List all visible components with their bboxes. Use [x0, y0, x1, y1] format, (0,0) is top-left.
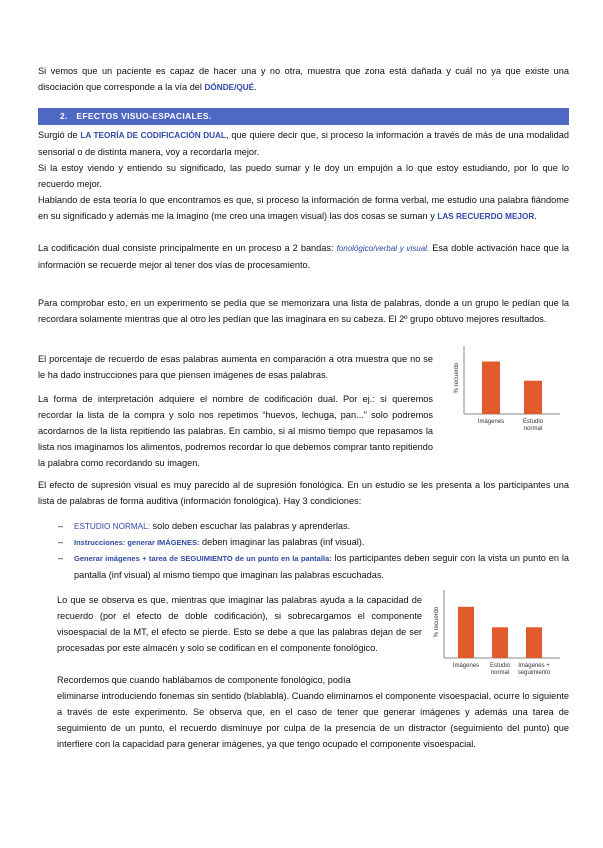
dual-a: Surgió de [38, 130, 81, 140]
condition-label: ESTUDIO NORMAL: [74, 522, 150, 531]
chart-three-conditions [430, 588, 568, 684]
condition-images [38, 534, 569, 551]
tick-label: normal [523, 426, 543, 432]
tick-label: Imágenes [477, 419, 505, 425]
tick-label: Estudio [489, 663, 511, 669]
tick-label: seguimiento [517, 670, 551, 676]
dondeque-highlight: DÓNDE/QUÉ [204, 83, 255, 92]
intro-end: . [254, 82, 257, 92]
dual-process-paragraph [38, 240, 569, 273]
phonological-paragraph: eliminarse introduciendo fonemas sin sentido (blablablá). Cuando eliminamos el componente visoespacial, ocurre lo siguiente a través de este experimento. Se observa que, en el caso de tener que generar imágenes y además una tarea de seguimiento de un punto, el recuerdo disminuye por culpa de la presencia de un distractor (seguimiento del punto) que interfiere con la capacidad para generar imágenes, ya que tengo ocupado el componente visoespacial. [57, 691, 569, 749]
bar-2 [526, 627, 542, 658]
tick-label: normal [490, 670, 510, 676]
y-axis-label: % recuerdo [434, 606, 440, 638]
bar-1 [524, 381, 542, 414]
condition-text: los participantes deben seguir con la vista un punto en la pantalla (inf visual) al mismo tiempo que imaginan las palabras escuchadas. [74, 553, 569, 580]
phonological-paragraph-start: Recordemos que cuando hablábamos de componente fonológico, podía [57, 675, 351, 685]
dual-c: Si la estoy viendo y entiendo su significado, las puedo sumar y le doy un empujón a lo que estoy estudiando, por lo que lo recuerdo mejor. [38, 163, 569, 189]
condition-normal [38, 518, 569, 535]
bar-1 [492, 627, 508, 658]
dash-marker: – [58, 537, 64, 547]
visual-suppression-paragraph: El efecto de supresión visual es muy parecido al de supresión fonológica. En un estudio se les presenta a los participantes una lista de palabras de forma auditiva (información fonológica). Hay 3 condiciones: [38, 480, 569, 506]
condition-label: Generar imágenes + tarea de SEGUIMIENTO de un punto en la pantalla: [74, 554, 332, 563]
dual-d: Hablando de esta teoría lo que encontramos es que, si proceso la información de forma verbal, me estudio una palabra fiándome en su significado y además me la imagino (me creo una imagen visual) las dos cosas se suman y [38, 195, 569, 221]
observation-paragraph: Lo que se observa es que, mientras que imaginar las palabras ayuda a la capacidad de recuerdo (por el efecto de doble codificación), si sobrecargamos el componente visoespacial de la MT, el efecto se pierde. Esto se debe a que las palabras dejan de ser procesadas por este almacén y solo se codifican en el componente fonológico. [57, 595, 422, 653]
section-title: EFECTOS VISUO-ESPACIALES. [76, 111, 212, 121]
section-number: 2. [60, 111, 68, 121]
interpretation-paragraph: La forma de interpretación adquiere el nombre de codificación dual. Por ej.: si queremos recordar la lista de la compra y solo nos repetimos “huevos, lechuga, pan...” solo podremos acordarnos de la lista repitiendo las palabras. En cambio, si al mismo tiempo que repasamos la lista nos imaginamos los alimentos, podremos recordar lo que debemos comprar tanto repitiendo la palabra como recordando su imagen. [38, 394, 433, 468]
remember-better-highlight: LAS RECUERDO MEJOR [437, 212, 535, 221]
y-axis-label: % recuerdo [454, 362, 460, 394]
dual-coding-theory-highlight: LA TEORÍA DE CODIFICACIÓN DUAL [80, 131, 226, 140]
process-a: La codificación dual consiste principalmente en un proceso a 2 bandas: [38, 243, 337, 253]
bar-0 [458, 607, 474, 658]
dual-b: , que quiere decir que, si proceso la información a través de más de una modalidad sensorial o de distinta manera, voy a recordarla mejor. [38, 130, 569, 157]
condition-text: solo deben escuchar las palabras y aprenderlas. [149, 521, 351, 531]
dash-marker: – [58, 521, 64, 531]
section-banner [38, 108, 569, 125]
recall-paragraph: El porcentaje de recuerdo de esas palabras aumenta en comparación a otra muestra que no se le ha dado instrucciones para que piensen imágenes de esas palabras. [38, 354, 433, 380]
tick-label: Imágenes + [518, 663, 550, 669]
condition-tracking [38, 550, 569, 583]
dual-coding-paragraph [38, 127, 569, 225]
condition-text: deben imaginar las palabras (inf visual). [199, 537, 365, 547]
chart-imagenes-vs-normal [448, 340, 568, 435]
dual-e: . [534, 211, 537, 221]
condition-label: Instrucciones: generar IMÁGENES: [74, 538, 200, 547]
tick-label: Estudio [522, 419, 544, 425]
bar-0 [482, 362, 500, 414]
dash-marker: – [58, 553, 64, 563]
tick-label: Imágenes [452, 663, 480, 669]
verbal-visual-highlight: fonológico/verbal y visual. [336, 244, 430, 253]
intro-text: Si vemos que un paciente es capaz de hacer una y no otra, muestra que zona está dañada y cuál no ya que existe una disociación que corresponde a la vía del [38, 66, 569, 92]
experiment-paragraph: Para comprobar esto, en un experimento se pedía que se memorizara una lista de palabras, donde a un grupo le pedían que la recordara solamente mientras que al otro les pedían que las imaginara en su cabeza. El 2º grupo obtuvo mejores resultados. [38, 298, 569, 324]
intro-paragraph [38, 63, 569, 96]
process-b: Esa doble activación hace que la información se recuerde mejor al tener dos vías de procesamiento. [38, 243, 570, 270]
